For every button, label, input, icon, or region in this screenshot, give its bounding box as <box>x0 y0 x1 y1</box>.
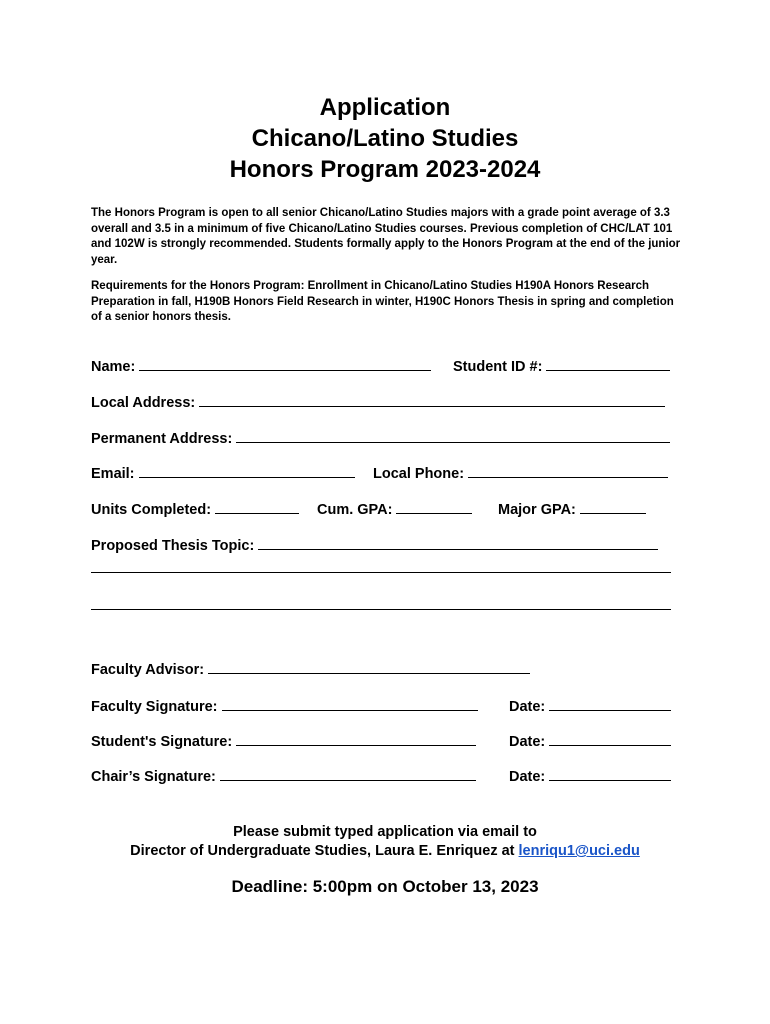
student-date-label: Date: <box>509 734 546 750</box>
title-line-3: Honors Program 2023-2024 <box>229 156 541 183</box>
chair-date-label: Date: <box>509 769 546 785</box>
major-gpa-blank[interactable] <box>580 499 646 514</box>
local-address-label: Local Address: <box>91 395 196 411</box>
thesis-topic-blank-line-3[interactable] <box>91 609 671 610</box>
requirements-paragraph: Requirements for the Honors Program: Enrollment in Chicano/Latino Studies H190A Honors Research Preparation in fall, H190B Honors Field Research in winter, H190C Honors Thesis in spring and completion of a senior honors thesis. <box>91 280 674 323</box>
permanent-address-label: Permanent Address: <box>91 431 233 447</box>
faculty-advisor-field <box>91 659 530 679</box>
local-phone-label: Local Phone: <box>373 466 465 482</box>
title-line-2: Chicano/Latino Studies <box>251 125 519 152</box>
permanent-address-blank[interactable] <box>236 428 670 443</box>
submit-line-1: Please submit typed application via email to <box>233 824 537 840</box>
units-completed-field <box>91 499 299 519</box>
name-blank[interactable] <box>139 356 431 371</box>
title-line-1: Application <box>319 94 451 121</box>
chair-date-blank[interactable] <box>549 766 671 781</box>
deadline: Deadline: 5:00pm on October 13, 2023 <box>231 877 539 896</box>
faculty-date-blank[interactable] <box>549 696 671 711</box>
email-label: Email: <box>91 466 135 482</box>
student-signature-label: Student's Signature: <box>91 734 233 750</box>
faculty-advisor-label: Faculty Advisor: <box>91 662 205 678</box>
permanent-address-field <box>91 428 670 448</box>
student-signature-field <box>91 731 476 751</box>
submit-line-2 <box>0 842 770 861</box>
faculty-date-field <box>509 696 671 716</box>
student-date-field <box>509 731 671 751</box>
student-id-label: Student ID #: <box>453 359 543 375</box>
local-phone-blank[interactable] <box>468 463 668 478</box>
student-signature-blank[interactable] <box>236 731 476 746</box>
major-gpa-label: Major GPA: <box>498 502 576 518</box>
faculty-signature-field <box>91 696 478 716</box>
cum-gpa-field <box>317 499 472 519</box>
faculty-date-label: Date: <box>509 699 546 715</box>
email-link[interactable]: lenriqu1@uci.edu <box>518 843 640 859</box>
faculty-signature-label: Faculty Signature: <box>91 699 218 715</box>
document-title <box>0 92 770 185</box>
faculty-advisor-blank[interactable] <box>208 659 530 674</box>
thesis-topic-blank-line-2[interactable] <box>91 572 671 573</box>
chair-signature-blank[interactable] <box>220 766 476 781</box>
chair-date-field <box>509 766 671 786</box>
units-completed-label: Units Completed: <box>91 502 212 518</box>
thesis-topic-field <box>91 535 658 555</box>
cum-gpa-label: Cum. GPA: <box>317 502 393 518</box>
faculty-signature-blank[interactable] <box>222 696 478 711</box>
name-label: Name: <box>91 359 136 375</box>
student-id-field <box>453 356 670 376</box>
chair-signature-label: Chair’s Signature: <box>91 769 216 785</box>
local-address-field <box>91 392 665 412</box>
intro-paragraph: The Honors Program is open to all senior Chicano/Latino Studies majors with a grade point average of 3.3 overall and 3.5 in a minimum of five Chicano/Latino Studies courses. Previous completion of CHC/LAT 101 and 102W is strongly recommended. Students formally apply to the Honors Program at the end of the junior year. <box>91 207 681 266</box>
name-field <box>91 356 431 376</box>
email-blank[interactable] <box>139 463 355 478</box>
submit-instructions <box>0 823 770 861</box>
thesis-topic-label: Proposed Thesis Topic: <box>91 538 255 554</box>
major-gpa-field <box>498 499 646 519</box>
units-completed-blank[interactable] <box>215 499 299 514</box>
student-id-blank[interactable] <box>546 356 670 371</box>
student-date-blank[interactable] <box>549 731 671 746</box>
submit-line-2-text: Director of Undergraduate Studies, Laura E. Enriquez at <box>130 843 515 859</box>
chair-signature-field <box>91 766 476 786</box>
cum-gpa-blank[interactable] <box>396 499 472 514</box>
email-field <box>91 463 355 483</box>
thesis-topic-blank[interactable] <box>258 535 658 550</box>
local-phone-field <box>373 463 668 483</box>
local-address-blank[interactable] <box>199 392 665 407</box>
